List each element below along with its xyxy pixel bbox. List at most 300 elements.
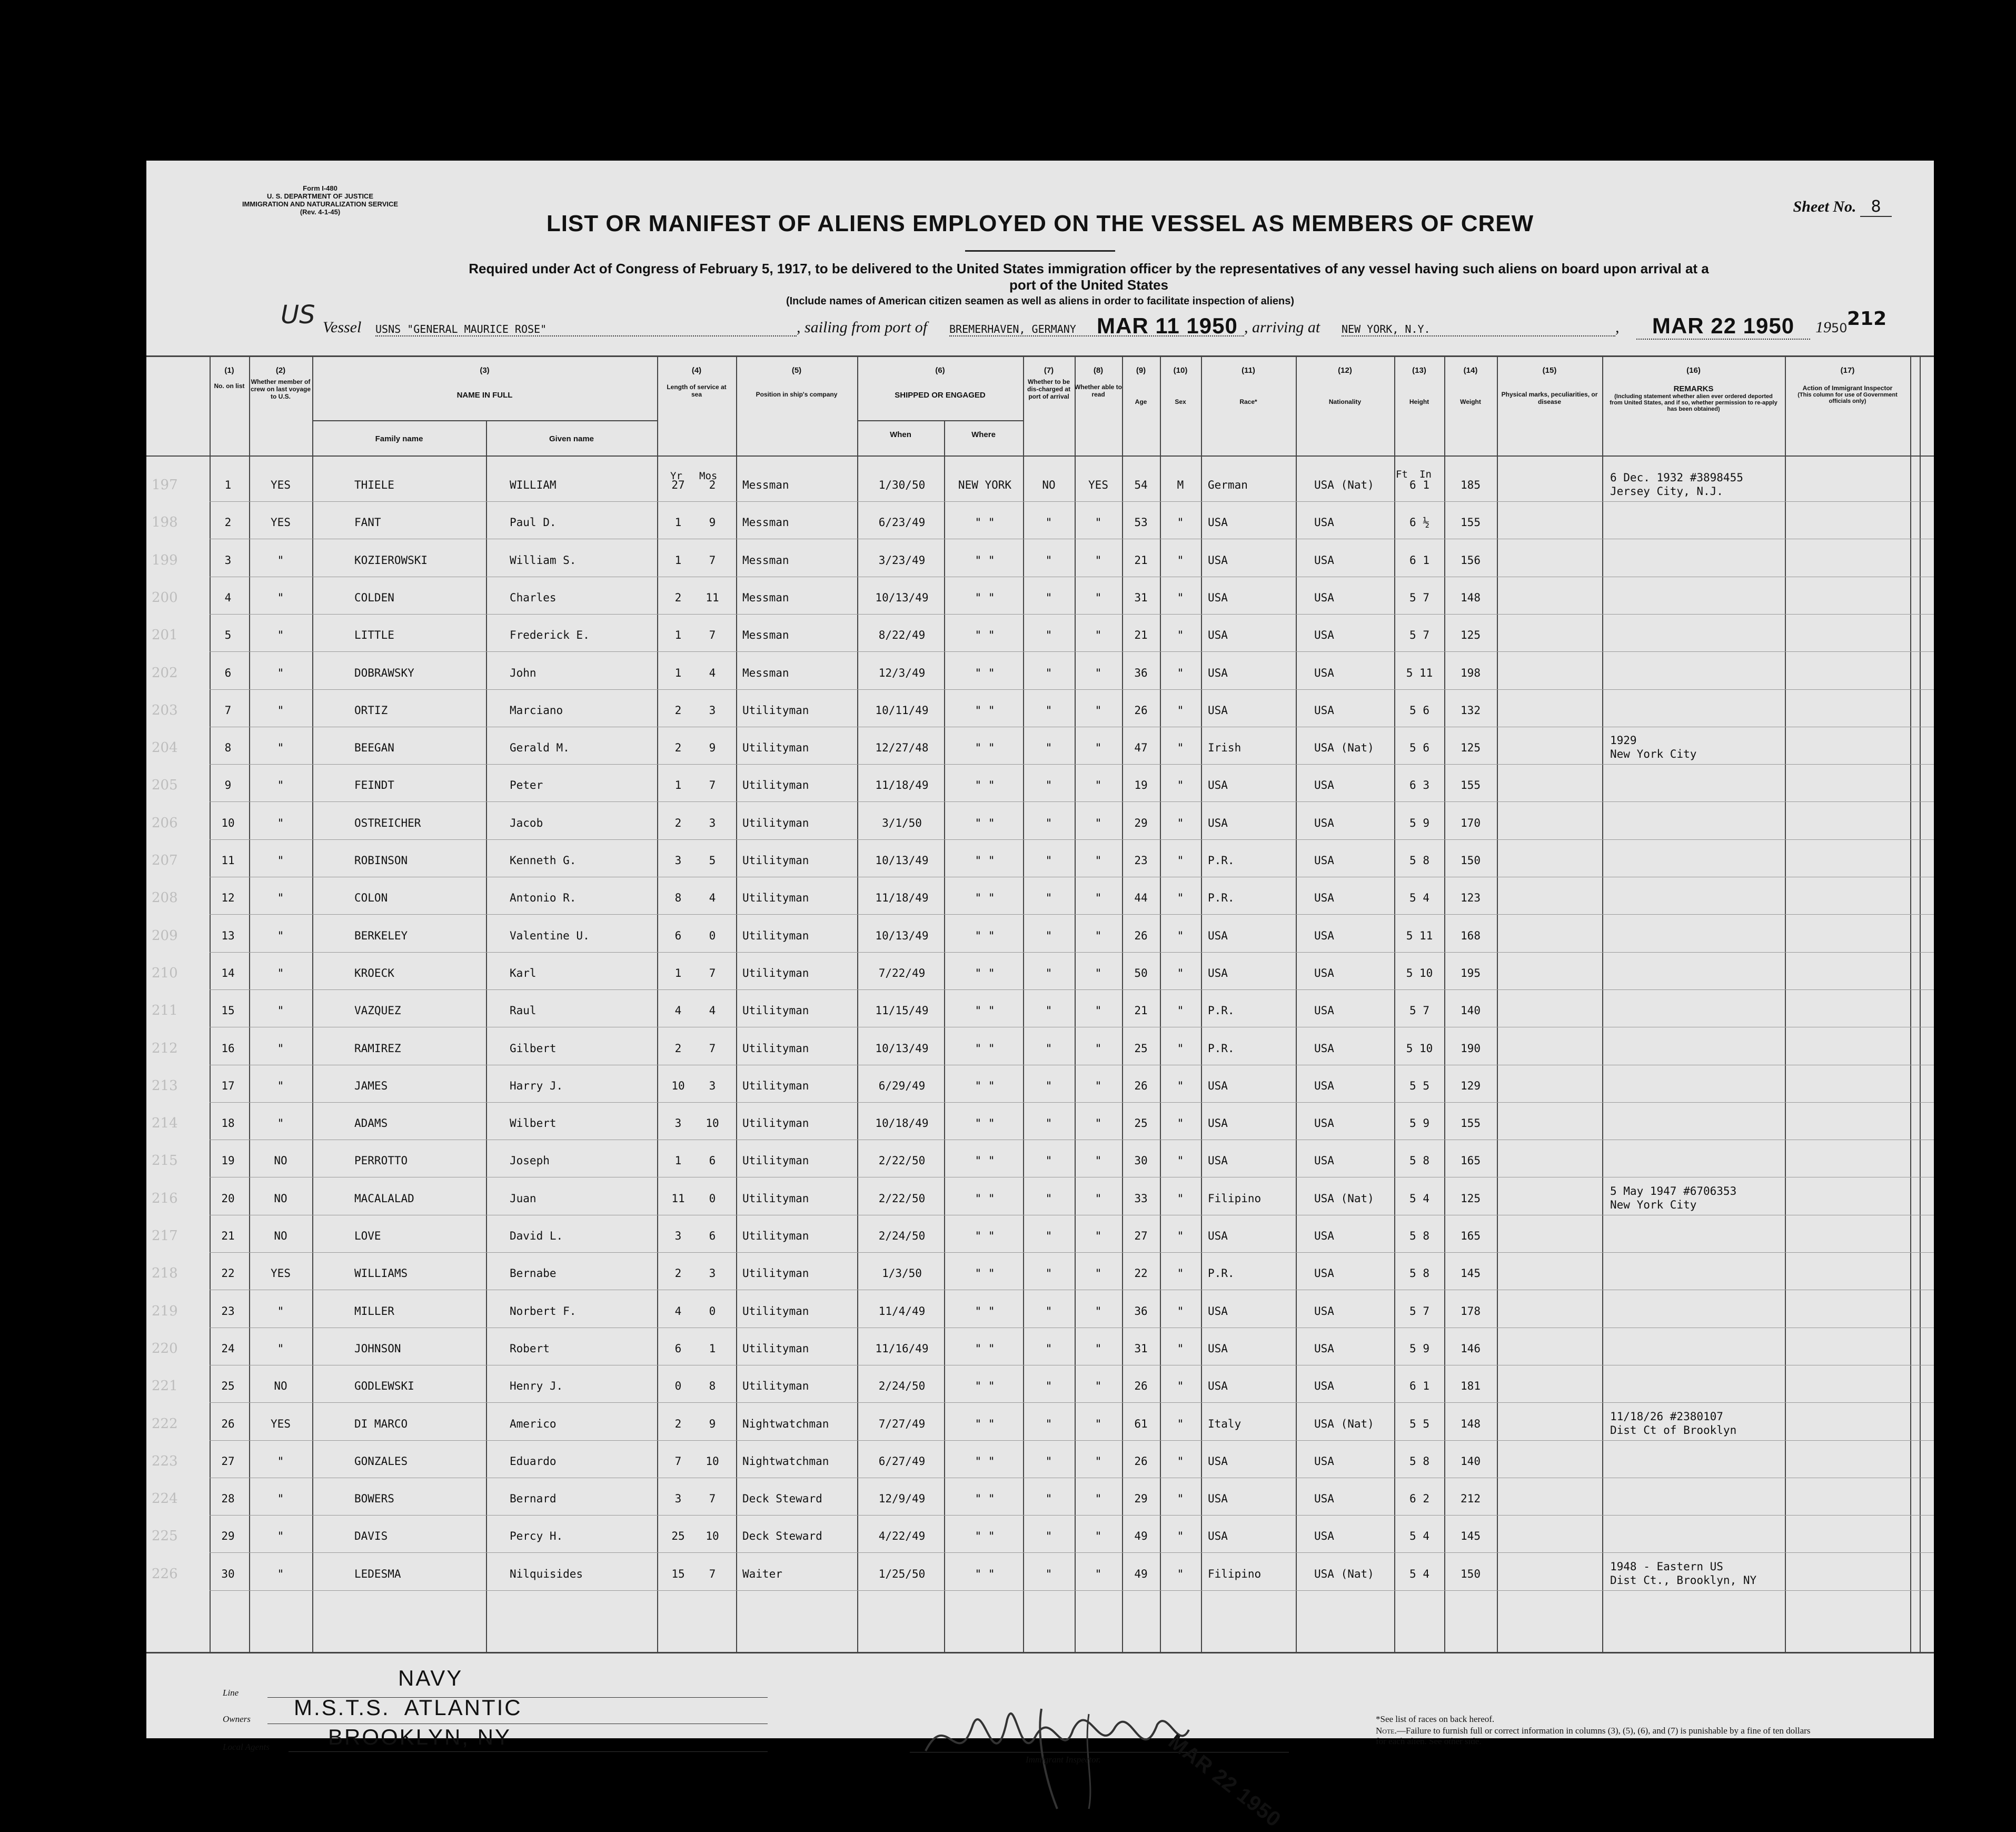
shipped-where: NEW YORK: [958, 479, 1012, 491]
row-divider: [210, 989, 1934, 990]
family-name: DI MARCO: [354, 1417, 408, 1430]
able-to-read: ": [1095, 816, 1102, 829]
service-months: 7: [709, 1042, 716, 1055]
ghost-number: 210: [152, 965, 178, 981]
age: 47: [1134, 741, 1148, 755]
row-number: 2: [224, 516, 232, 529]
service-months: 4: [709, 1004, 716, 1017]
weight: 178: [1461, 1304, 1481, 1318]
race: USA: [1208, 816, 1228, 829]
discharged-at-arrival: ": [1045, 929, 1052, 942]
shipped-where: " ": [975, 1042, 995, 1055]
ghost-number: 205: [152, 777, 178, 794]
discharged-at-arrival: ": [1045, 779, 1052, 792]
discharged-at-arrival: ": [1045, 704, 1052, 717]
position: Utilityman: [742, 1004, 809, 1017]
given-name: Bernabe: [510, 1267, 557, 1280]
weight: 125: [1461, 741, 1481, 755]
shipped-when: 10/13/49: [875, 591, 929, 604]
ghost-number: 222: [152, 1415, 178, 1432]
weight: 155: [1461, 779, 1481, 792]
given-name: William S.: [510, 553, 577, 567]
weight: 156: [1461, 553, 1481, 567]
sex: ": [1177, 892, 1184, 905]
age: 26: [1134, 1079, 1148, 1092]
discharged-at-arrival: ": [1045, 629, 1052, 642]
given-name: Bernard: [510, 1492, 557, 1506]
race: USA: [1208, 1454, 1228, 1468]
crew-last-voyage: YES: [271, 1267, 291, 1280]
service-years: 2: [674, 704, 682, 717]
crew-last-voyage: YES: [271, 479, 291, 491]
col-7-number: (7): [1044, 366, 1054, 375]
able-to-read: ": [1095, 1154, 1102, 1167]
service-months: 5: [709, 854, 716, 867]
age: 25: [1134, 1117, 1148, 1130]
shipped-when: 12/3/49: [878, 666, 926, 679]
position: Messman: [742, 479, 789, 491]
shipped-when: 10/11/49: [875, 704, 929, 717]
row-divider: [210, 501, 1934, 502]
row-number: 5: [224, 629, 232, 642]
arriving-label: , arriving at: [1244, 319, 1320, 336]
shipped-when: 1/3/50: [882, 1267, 922, 1280]
shipped-where: " ": [975, 1230, 995, 1242]
shipped-where: " ": [975, 704, 995, 717]
remarks-line-1: 6 Dec. 1932 #3898455: [1610, 471, 1743, 484]
ghost-number: 223: [152, 1453, 178, 1469]
crew-last-voyage: ": [277, 779, 284, 792]
nationality: USA: [1314, 591, 1334, 604]
age: 22: [1134, 1267, 1148, 1280]
ghost-number: 213: [152, 1077, 178, 1094]
row-number: 15: [221, 1004, 235, 1017]
weight: 165: [1461, 1154, 1481, 1167]
weight: 129: [1461, 1079, 1481, 1092]
family-name: GONZALES: [354, 1454, 408, 1468]
given-name: Robert: [510, 1342, 550, 1355]
height: 6 2: [1409, 1492, 1429, 1506]
family-name: COLDEN: [354, 591, 394, 604]
row-number: 13: [221, 929, 235, 942]
shipped-where: " ": [975, 1342, 995, 1355]
family-name: WILLIAMS: [354, 1267, 408, 1280]
weight: 155: [1461, 1117, 1481, 1130]
service-years: 3: [674, 854, 682, 867]
able-to-read: ": [1095, 1454, 1102, 1468]
able-to-read: ": [1095, 1192, 1102, 1205]
service-months: 7: [709, 1567, 716, 1580]
row-number: 27: [221, 1454, 235, 1468]
service-years: 15: [671, 1567, 685, 1580]
discharged-at-arrival: ": [1045, 966, 1052, 979]
position: Utilityman: [742, 1079, 809, 1092]
position: Nightwatchman: [742, 1417, 829, 1430]
discharged-at-arrival: ": [1045, 1267, 1052, 1280]
row-divider: [210, 1252, 1934, 1253]
service-years: 10: [671, 1079, 685, 1092]
service-years: 2: [674, 1417, 682, 1430]
shipped-where: " ": [975, 741, 995, 755]
row-divider: [210, 1402, 1934, 1403]
age: 21: [1134, 629, 1148, 642]
row-divider: [210, 839, 1934, 840]
race: USA: [1208, 1304, 1228, 1318]
service-years: 25: [671, 1530, 685, 1543]
weight: 190: [1461, 1042, 1481, 1055]
service-months: 4: [709, 666, 716, 679]
age: 30: [1134, 1154, 1148, 1167]
shipped-when: 3/23/49: [878, 553, 926, 567]
given-name: Nilquisides: [510, 1567, 583, 1580]
family-name: KOZIEROWSKI: [354, 553, 428, 567]
given-name: Peter: [510, 779, 543, 792]
height: 5 6: [1409, 741, 1429, 755]
crew-last-voyage: ": [277, 1567, 284, 1580]
able-to-read: ": [1095, 779, 1102, 792]
sex: ": [1177, 854, 1184, 867]
service-years: 27: [671, 479, 685, 491]
family-name: JAMES: [354, 1079, 388, 1092]
position: Utilityman: [742, 1342, 809, 1355]
ghost-number: 214: [152, 1115, 178, 1132]
arrival-stamp: MAR 22 1950: [1636, 313, 1810, 340]
height: 5 10: [1406, 966, 1433, 979]
title-rule: [965, 250, 1115, 252]
discharged-at-arrival: ": [1045, 1192, 1052, 1205]
remarks-line-1: 1929: [1610, 734, 1637, 747]
able-to-read: ": [1095, 1417, 1102, 1430]
shipped-where: " ": [975, 1154, 995, 1167]
nationality: USA (Nat): [1314, 1567, 1374, 1580]
age: 31: [1134, 1342, 1148, 1355]
service-months: 2: [709, 479, 716, 491]
service-months: 3: [709, 816, 716, 829]
ghost-number: 207: [152, 853, 178, 868]
row-divider: [210, 952, 1934, 953]
agents-underline: [289, 1751, 768, 1752]
crew-last-voyage: YES: [271, 1417, 291, 1430]
service-years: 7: [674, 1454, 682, 1468]
height: 5 8: [1409, 1154, 1429, 1167]
shipped-when: 2/22/50: [878, 1154, 926, 1167]
service-months: 3: [709, 704, 716, 717]
able-to-read: ": [1095, 1230, 1102, 1242]
service-months: 10: [706, 1454, 719, 1468]
ghost-number: 202: [152, 665, 178, 681]
ghost-number: 217: [152, 1228, 178, 1244]
col-4-label: Length of service at sea: [667, 383, 727, 398]
height: 5 8: [1409, 854, 1429, 867]
race: USA: [1208, 779, 1228, 792]
service-months: 11: [706, 591, 719, 604]
able-to-read: YES: [1088, 479, 1108, 491]
col-17-sublabel: (This column for use of Government officials only): [1797, 392, 1898, 404]
vessel-annotation: US: [281, 300, 315, 330]
row-divider: [210, 764, 1934, 765]
service-months: 3: [709, 1267, 716, 1280]
family-name: LITTLE: [354, 629, 394, 642]
col-16-number: (16): [1686, 366, 1701, 375]
col-5-label: Position in ship's company: [756, 391, 838, 398]
able-to-read: ": [1095, 929, 1102, 942]
race: P.R.: [1208, 892, 1235, 905]
height: 5 6: [1409, 704, 1429, 717]
service-years: 2: [674, 591, 682, 604]
page-title: LIST OR MANIFEST OF ALIENS EMPLOYED ON THE VESSEL AS MEMBERS OF CREW: [546, 211, 1534, 236]
ghost-number: 215: [152, 1153, 178, 1169]
service-years: 11: [671, 1192, 685, 1205]
given-name: John: [510, 666, 537, 679]
family-name: BEEGAN: [354, 741, 394, 755]
shipped-when: 10/13/49: [875, 854, 929, 867]
age: 49: [1134, 1567, 1148, 1580]
unit-years: Yr: [670, 470, 682, 482]
able-to-read: ": [1095, 1042, 1102, 1055]
ghost-number: 200: [152, 589, 178, 606]
age: 44: [1134, 892, 1148, 905]
position: Messman: [742, 553, 789, 567]
nationality: USA: [1314, 966, 1334, 979]
ghost-number: 208: [152, 890, 178, 906]
col-3-number: (3): [480, 366, 490, 375]
row-divider: [210, 689, 1934, 690]
line-label: Line: [223, 1688, 239, 1698]
position: Utilityman: [742, 929, 809, 942]
note-label: Note.: [1376, 1726, 1397, 1736]
nationality: USA: [1314, 1004, 1334, 1017]
service-years: 2: [674, 741, 682, 755]
remarks-line-2: New York City: [1610, 1198, 1697, 1211]
age: 29: [1134, 1492, 1148, 1506]
shipped-when: 1/25/50: [878, 1567, 926, 1580]
shipped-where: " ": [975, 854, 995, 867]
row-number: 10: [221, 816, 235, 829]
col-4-number: (4): [691, 366, 702, 375]
discharged-at-arrival: ": [1045, 1079, 1052, 1092]
form-service: IMMIGRATION AND NATURALIZATION SERVICE: [242, 200, 399, 208]
age: 36: [1134, 666, 1148, 679]
sex: ": [1177, 516, 1184, 529]
row-divider: [210, 651, 1934, 652]
given-name: Joseph: [510, 1154, 550, 1167]
able-to-read: ": [1095, 741, 1102, 755]
subtitle-line-1: Required under Act of Congress of February 5, 1917, to be delivered to the United States immigration officer by the representatives of any vessel having such aliens on board upon arrival at a: [469, 261, 1709, 276]
note-text: —Failure to furnish full or correct information in columns (3), (5), (6), and (7) is punishable by a fine of ten dollars for each alien. See other side.: [1376, 1726, 1811, 1746]
race: USA: [1208, 1117, 1228, 1130]
unit-inches: In: [1419, 469, 1432, 480]
remarks-line-1: 5 May 1947 #6706353: [1610, 1184, 1737, 1197]
include-note: (Include names of American citizen seamen as well as aliens in order to facilitate inspection of aliens): [786, 295, 1295, 307]
remarks-line-1: 11/18/26 #2380107: [1610, 1410, 1723, 1423]
nationality: USA: [1314, 779, 1334, 792]
crew-last-voyage: ": [277, 1079, 284, 1092]
service-months: 9: [709, 741, 716, 755]
remarks-line-2: Dist Ct of Brooklyn: [1610, 1423, 1737, 1437]
race: USA: [1208, 1492, 1228, 1506]
shipped-where: " ": [975, 1304, 995, 1318]
row-divider: [210, 1552, 1934, 1553]
col-15-number: (15): [1542, 366, 1557, 375]
able-to-read: ": [1095, 704, 1102, 717]
year-line: [1815, 319, 1848, 336]
row-number: 1: [224, 479, 232, 491]
able-to-read: ": [1095, 1530, 1102, 1543]
race: USA: [1208, 966, 1228, 979]
col-9-label: Age: [1135, 398, 1147, 405]
family-name: DAVIS: [354, 1530, 388, 1543]
signature-caption: Immigrant Inspector.: [1026, 1755, 1101, 1765]
service-years: 6: [674, 929, 682, 942]
owners-label: Owners: [223, 1714, 251, 1724]
row-divider: [210, 1440, 1934, 1441]
age: 26: [1134, 704, 1148, 717]
nationality: USA: [1314, 892, 1334, 905]
given-name: Gilbert: [510, 1042, 557, 1055]
inspection-date-stamp: MAR 22 1950: [1164, 1730, 1286, 1832]
service-months: 3: [709, 1079, 716, 1092]
family-name: BOWERS: [354, 1492, 394, 1506]
sheet-number-label: Sheet No.: [1793, 198, 1856, 215]
age: 49: [1134, 1530, 1148, 1543]
col-1-label: No. on list: [214, 382, 245, 390]
age: 53: [1134, 516, 1148, 529]
given-name: Jacob: [510, 816, 543, 829]
shipped-where: " ": [975, 1417, 995, 1430]
col-3-family-name: Family name: [375, 434, 423, 443]
nationality: USA: [1314, 553, 1334, 567]
shipped-when: 3/1/50: [882, 816, 922, 829]
crew-last-voyage: ": [277, 816, 284, 829]
position: Utilityman: [742, 704, 809, 717]
ghost-number: 198: [152, 514, 178, 531]
ghost-number: 203: [152, 702, 178, 718]
weight: 168: [1461, 929, 1481, 942]
able-to-read: ": [1095, 629, 1102, 642]
crew-last-voyage: ": [277, 1454, 284, 1468]
crew-last-voyage: ": [277, 966, 284, 979]
shipped-where: " ": [975, 1380, 995, 1393]
sex: ": [1177, 1004, 1184, 1017]
row-divider: [210, 1515, 1934, 1516]
service-months: 0: [709, 1304, 716, 1318]
crew-last-voyage: ": [277, 1117, 284, 1130]
arrival-port: NEW YORK, N.Y.: [1342, 323, 1615, 336]
row-divider: [210, 914, 1934, 915]
age: 33: [1134, 1192, 1148, 1205]
discharged-at-arrival: ": [1045, 591, 1052, 604]
position: Utilityman: [742, 1042, 809, 1055]
col-16-label: REMARKS: [1673, 384, 1714, 393]
height: 5 7: [1409, 1304, 1429, 1318]
race: USA: [1208, 1154, 1228, 1167]
race: Filipino: [1208, 1567, 1262, 1580]
service-months: 1: [709, 1342, 716, 1355]
position: Utilityman: [742, 741, 809, 755]
ghost-number: 220: [152, 1340, 178, 1356]
sex: ": [1177, 779, 1184, 792]
col-2-label: Whether member of crew on last voyage to U.S.: [250, 378, 311, 400]
page-subtitle: [241, 261, 1936, 293]
service-years: 0: [674, 1380, 682, 1393]
age: 50: [1134, 966, 1148, 979]
sex: ": [1177, 816, 1184, 829]
race: USA: [1208, 553, 1228, 567]
able-to-read: ": [1095, 1342, 1102, 1355]
family-name: FEINDT: [354, 779, 394, 792]
sex: ": [1177, 1042, 1184, 1055]
given-name: Percy H.: [510, 1530, 563, 1543]
given-name: Wilbert: [510, 1117, 557, 1130]
col-14-number: (14): [1463, 366, 1478, 375]
family-name: FANT: [354, 516, 381, 529]
shipped-where: " ": [975, 1454, 995, 1468]
discharged-at-arrival: ": [1045, 741, 1052, 755]
nationality: USA: [1314, 516, 1334, 529]
service-years: 1: [674, 629, 682, 642]
weight: 155: [1461, 516, 1481, 529]
position: Utilityman: [742, 966, 809, 979]
service-months: 6: [709, 1154, 716, 1167]
service-years: 1: [674, 666, 682, 679]
shipped-where: " ": [975, 1117, 995, 1130]
shipped-when: 7/27/49: [878, 1417, 926, 1430]
col-11-label: Race*: [1239, 398, 1257, 405]
position: Utilityman: [742, 1154, 809, 1167]
given-name: WILLIAM: [510, 479, 557, 491]
manifest-sheet: [146, 161, 1934, 1832]
service-years: 4: [674, 1304, 682, 1318]
given-name: Americo: [510, 1417, 557, 1430]
crew-last-voyage: NO: [274, 1192, 287, 1205]
crew-manifest-table: [146, 355, 1934, 1653]
sex: ": [1177, 1117, 1184, 1130]
weight: 140: [1461, 1454, 1481, 1468]
weight: 140: [1461, 1004, 1481, 1017]
family-name: LEDESMA: [354, 1567, 401, 1580]
nationality: USA: [1314, 854, 1334, 867]
age: 54: [1134, 479, 1148, 491]
row-number: 4: [224, 591, 232, 604]
shipped-when: 6/23/49: [878, 516, 926, 529]
family-name: MACALALAD: [354, 1192, 414, 1205]
crew-last-voyage: ": [277, 591, 284, 604]
weight: 145: [1461, 1267, 1481, 1280]
crew-last-voyage: ": [277, 553, 284, 567]
ghost-number: 221: [152, 1378, 178, 1394]
service-months: 4: [709, 892, 716, 905]
weight: 146: [1461, 1342, 1481, 1355]
service-months: 8: [709, 1380, 716, 1393]
crew-last-voyage: ": [277, 854, 284, 867]
nationality: USA: [1314, 929, 1334, 942]
given-name: Norbert F.: [510, 1304, 577, 1318]
nationality: USA: [1314, 1304, 1334, 1318]
crew-last-voyage: ": [277, 704, 284, 717]
position: Messman: [742, 629, 789, 642]
height: 5 5: [1409, 1417, 1429, 1430]
family-name: VAZQUEZ: [354, 1004, 401, 1017]
shipped-when: 12/27/48: [875, 741, 929, 755]
year-prefix: 19: [1815, 319, 1831, 336]
crew-last-voyage: NO: [274, 1380, 287, 1393]
discharged-at-arrival: ": [1045, 1154, 1052, 1167]
crew-last-voyage: ": [277, 1342, 284, 1355]
ghost-number: 201: [152, 627, 178, 643]
given-name: Karl: [510, 966, 537, 979]
service-months: 7: [709, 779, 716, 792]
col-10-number: (10): [1173, 366, 1188, 375]
